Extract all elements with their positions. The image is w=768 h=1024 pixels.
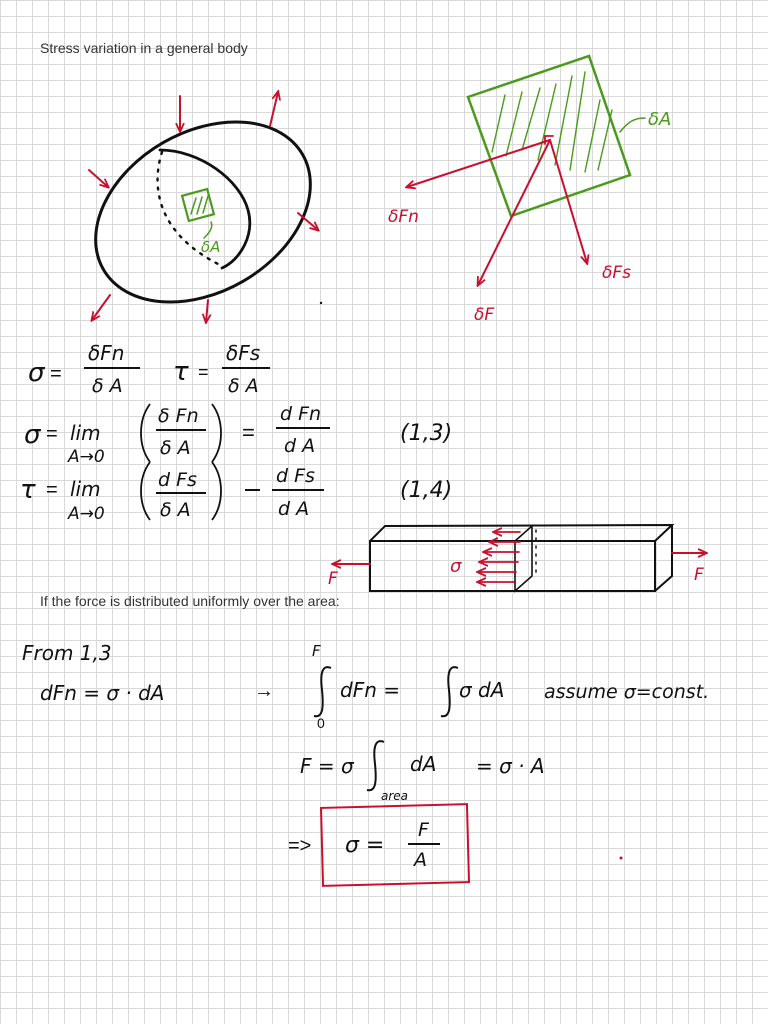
integral-upper-limit: F [312, 642, 321, 660]
integral-expression-2: σ dA [459, 678, 505, 702]
tau-symbol: τ [173, 357, 189, 387]
stress-distribution-arrows [478, 532, 520, 582]
area-leader [204, 222, 212, 238]
assume-constant: assume σ=const. [544, 681, 710, 703]
tau-lim-denominator: δ A [160, 499, 191, 521]
equals: = [50, 363, 62, 385]
tau-diff-numerator: d Fs [276, 465, 315, 487]
tau-diff-denominator: d A [278, 498, 310, 520]
integral-sign [367, 741, 384, 790]
implies-arrow: => [288, 835, 312, 857]
normal-force-arrow [407, 140, 550, 187]
load-arrow-2 [270, 92, 278, 126]
integral-sign [314, 667, 331, 716]
integral-lower-limit: 0 [317, 715, 325, 731]
left-force-label: F [328, 569, 338, 589]
integral-sign [441, 667, 458, 716]
page-title: Stress variation in a general body [40, 40, 248, 56]
from-line: From 1,3 [22, 641, 112, 665]
force-label: δF [474, 305, 495, 325]
lim-subscript: A→0 [68, 504, 105, 524]
area-hatching [191, 196, 208, 214]
stray-red-dot [620, 857, 623, 860]
equation-number-1: (1,3) [400, 421, 453, 446]
load-arrow-3 [89, 170, 108, 187]
bar-sketch [328, 525, 706, 591]
shear-force-label: δFs [602, 263, 632, 283]
equation-number-2: (1,4) [400, 478, 453, 503]
sigma-times-area: = σ · A [476, 754, 545, 778]
normal-force-label: δFn [388, 207, 419, 227]
result-numerator: F [418, 819, 429, 841]
lim-word: lim [70, 477, 101, 501]
tau-denominator: δ A [228, 375, 259, 397]
element-hatching [492, 72, 612, 172]
sigma-diff-numerator: d Fn [280, 403, 322, 425]
area-element [182, 189, 214, 221]
load-arrow-5 [92, 295, 110, 320]
body-area-label: δA [201, 238, 221, 256]
sigma-diff-denominator: d A [284, 435, 316, 457]
derivation [22, 641, 709, 886]
result-lhs: σ = [345, 833, 385, 858]
stray-dot [320, 302, 322, 304]
element-area-leader [620, 118, 645, 132]
equals: = [242, 420, 255, 445]
sigma-numerator: δFn [88, 341, 125, 365]
dfn-equation: dFn = σ · dA [40, 681, 165, 705]
sigma-denominator: δ A [92, 375, 123, 397]
element-area-label: δA [648, 109, 672, 130]
load-arrow-6 [206, 300, 208, 322]
element-detail-sketch [388, 56, 671, 325]
sigma-symbol: σ [28, 358, 45, 388]
equals: = [198, 362, 209, 382]
area-differential: dA [410, 752, 437, 776]
stress-definitions [20, 341, 452, 524]
tau-lim-numerator: d Fs [158, 469, 197, 491]
tau-numerator: δFs [226, 341, 261, 365]
uniform-force-caption: If the force is distributed uniformly over the area: [40, 593, 340, 609]
result-box [321, 804, 469, 886]
cut-plane [515, 526, 532, 591]
resultant-force-arrow [478, 140, 550, 285]
area-subscript: area [381, 789, 409, 803]
sigma-symbol: σ [24, 420, 41, 450]
lim-word: lim [70, 421, 101, 445]
force-equation: F = σ [300, 754, 354, 778]
integral-expression: dFn = [340, 678, 400, 702]
equals: = [46, 423, 58, 445]
implication-arrow: → [254, 680, 274, 702]
general-body-sketch [63, 85, 342, 339]
bar-stress-label: σ [450, 556, 462, 577]
result-denominator: A [414, 849, 427, 871]
sigma-lim-numerator: δ Fn [158, 405, 199, 427]
equals: = [46, 479, 58, 501]
lim-subscript: A→0 [68, 447, 105, 467]
sigma-lim-denominator: δ A [160, 437, 191, 459]
tau-symbol: τ [20, 475, 36, 505]
right-force-label: F [694, 565, 704, 585]
